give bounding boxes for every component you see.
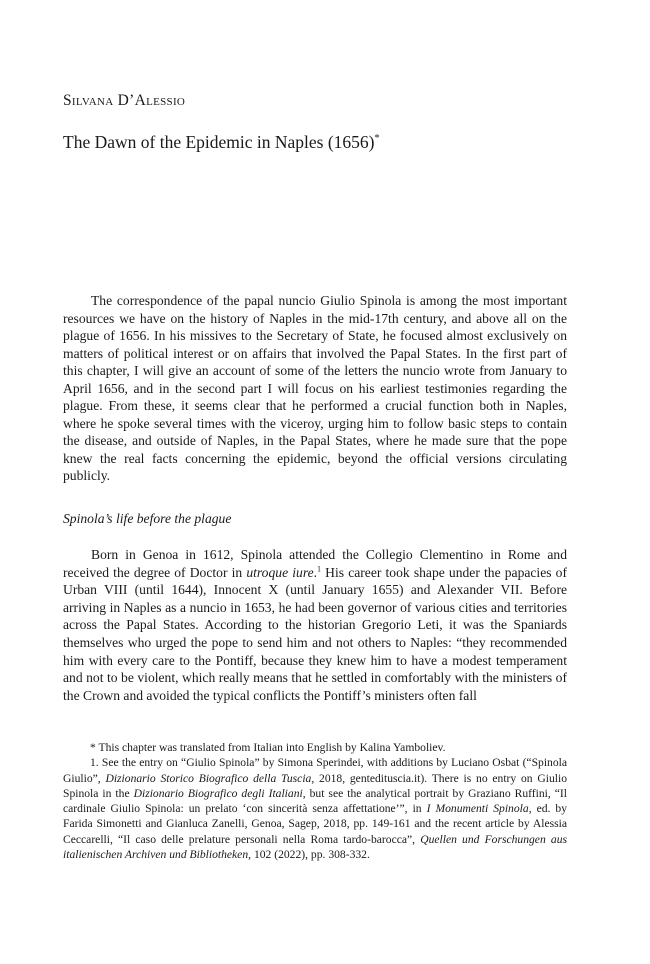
body-paragraph <box>63 546 567 704</box>
section-heading: Spinola’s life before the plague <box>63 511 232 526</box>
chapter-title-text: The Dawn of the Epidemic in Naples (1656) <box>63 132 375 152</box>
footnotes-block <box>63 740 567 862</box>
body-italic-term: utroque iure <box>246 564 314 580</box>
body-text-part2: His career took shape under the papacies of Urban VIII (until 1644), Innocent X (until January 1655) and Alexander VII. Before arriving in Naples as a nuncio in 1653, he had been governor of various cities and territories across the Papal States. According to the historian Gregorio Leti, it was the Spaniards themselves who urged the pope to send him and not others to Naples: “they recommended him with every care to the Pontiff, because they knew him to have a modest temperament and not to be violent, which really means that he settled in comfortably with the ministers of the Crown and avoided the typical conflicts the Pontiff’s ministers often fall <box>63 564 567 703</box>
fn1-italic-f: I Monumenti Spinola <box>426 802 529 816</box>
chapter-author: Silvana D’Alessio <box>63 92 186 109</box>
fn1-text-e: , but see the analytical portrait by Graziano Ruffini, “Il cardinale Giulio Spinola: un prelato ‘con sincerità senza affettatione’”, in <box>63 786 567 816</box>
fn1-italic-h: Quellen und Forschungen aus italienischen Archiven und Bibliotheken <box>63 832 568 862</box>
abstract-paragraph: The correspondence of the papal nuncio Giulio Spinola is among the most important resources we have on the history of Naples in the mid-17th century, and above all on the plague of 1656. In his missives to the Secretary of State, he focused almost exclusively on matters of political interest or on affairs that involved the Papal States. In the first part of this chapter, I will give an account of some of the letters the nuncio wrote from January to April 1656, and in the second part I will focus on his earliest testimonies regarding the plague. From these, it seems clear that he performed a crucial function both in Naples, where he spoke several times with the viceroy, urging him to follow basic steps to contain the disease, and outside of Naples, in the Papal States, where he made sure that the pope knew the real facts concerning the epidemic, beyond the official versions circulating publicly. <box>63 293 567 483</box>
footnote-1 <box>63 755 567 862</box>
footnote-star: * This chapter was translated from Italian into English by Kalina Yamboliev. <box>90 741 446 754</box>
body-text-part1: Born in Genoa in 1612, Spinola attended the Collegio Clementino in Rome and received the degree of Doctor in <box>63 547 567 580</box>
fn1-italic-d: Dizionario Biografico degli Italiani <box>133 786 303 800</box>
body-period: . <box>313 564 318 580</box>
fn1-italic-b: Dizionario Storico Biografico della Tuscia <box>105 771 312 785</box>
fn1-text-g: , ed. by Farida Simonetti and Gianluca Zanelli, Genoa, Sagep, 2018, pp. 149-161 and the recent article by Alessia Ceccarelli, “Il caso delle prelature personali nella Roma tardo-barocca”, <box>63 802 568 846</box>
title-footnote-marker: * <box>374 133 380 145</box>
fn1-text-c: , 2018, gentedituscia.it). There is no entry on Giulio Spinola in the <box>63 771 567 800</box>
fn1-text-a: 1. See the entry on “Giulio Spinola” by Simona Sperindei, with additions by Luciano Osbat (“Spinola Giulio”, <box>63 756 567 785</box>
footnote-ref-1: 1 <box>317 564 322 574</box>
fn1-text-i: , 102 (2022), pp. 308-332. <box>248 848 370 862</box>
chapter-title <box>63 132 603 153</box>
